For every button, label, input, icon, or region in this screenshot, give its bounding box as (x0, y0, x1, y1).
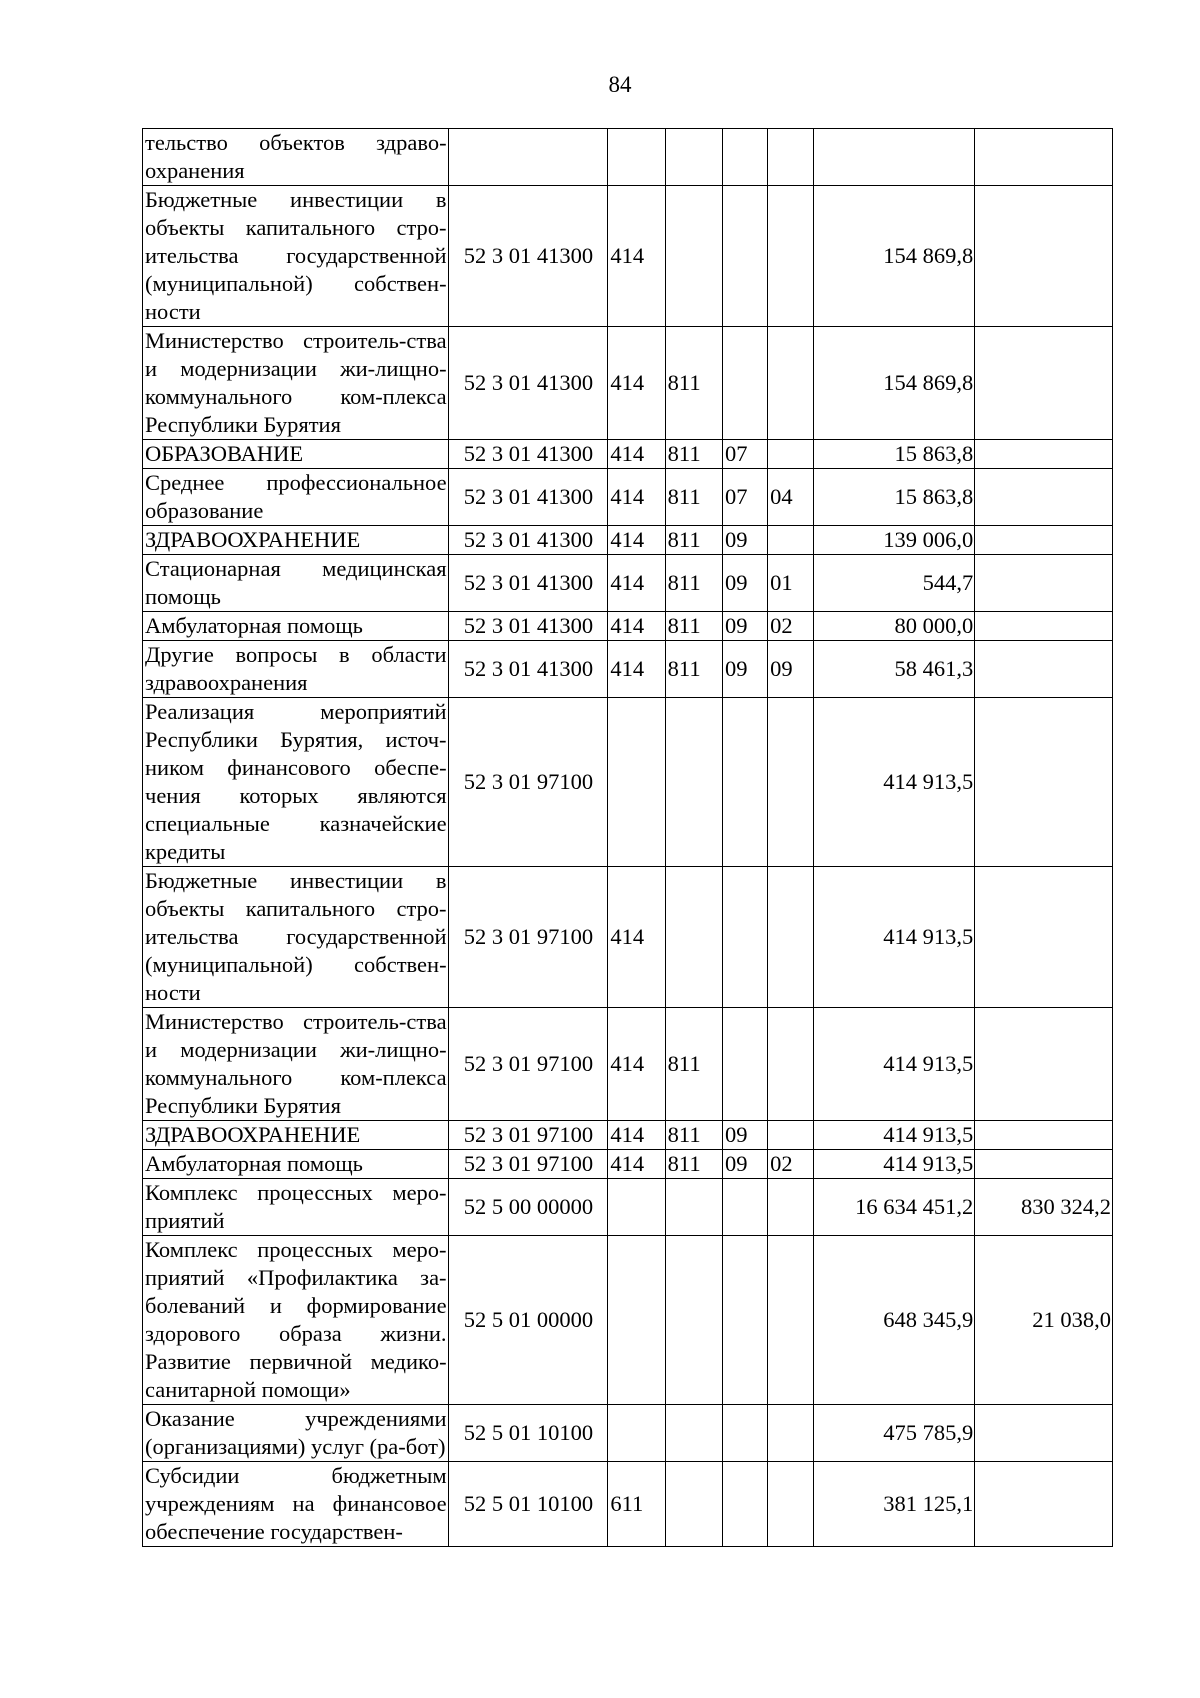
ministry-code-cell: 811 (665, 1121, 722, 1150)
row-name-cell: Комплекс процессных меро-приятий (143, 1179, 449, 1236)
amount-cell: 381 125,1 (814, 1462, 975, 1547)
ministry-code-cell (665, 129, 722, 186)
row-name-cell: Субсидии бюджетным учреждениям на финансовое обеспечение государствен- (143, 1462, 449, 1547)
federal-amount-cell (975, 327, 1113, 440)
expense-type-cell: 414 (608, 1150, 665, 1179)
federal-amount-cell (975, 469, 1113, 526)
section-cell: 09 (722, 641, 767, 698)
budget-table-body (143, 129, 1113, 1547)
target-code-cell: 52 5 01 10100 (448, 1405, 608, 1462)
target-code-cell: 52 5 01 00000 (448, 1236, 608, 1405)
target-code-cell: 52 3 01 97100 (448, 698, 608, 867)
section-cell (722, 867, 767, 1008)
subsection-cell (768, 526, 814, 555)
section-cell (722, 1236, 767, 1405)
table-row (143, 327, 1113, 440)
amount-cell: 414 913,5 (814, 698, 975, 867)
federal-amount-cell: 830 324,2 (975, 1179, 1113, 1236)
subsection-cell (768, 1405, 814, 1462)
expense-type-cell: 611 (608, 1462, 665, 1547)
target-code-cell: 52 3 01 41300 (448, 555, 608, 612)
subsection-cell: 02 (768, 612, 814, 641)
row-name-cell: Оказание учреждениями (организациями) услуг (ра-бот) (143, 1405, 449, 1462)
federal-amount-cell (975, 129, 1113, 186)
target-code-cell (448, 129, 608, 186)
table-row (143, 1236, 1113, 1405)
section-cell (722, 698, 767, 867)
target-code-cell: 52 3 01 41300 (448, 327, 608, 440)
row-name-cell: тельство объектов здраво-охранения (143, 129, 449, 186)
section-cell (722, 1462, 767, 1547)
row-name-cell: Бюджетные инвестиции в объекты капитального стро-ительства государственной (муниципальной) собствен-ности (143, 867, 449, 1008)
row-name-cell: Среднее профессиональное образование (143, 469, 449, 526)
target-code-cell: 52 3 01 97100 (448, 1150, 608, 1179)
target-code-cell: 52 3 01 97100 (448, 1121, 608, 1150)
subsection-cell (768, 1008, 814, 1121)
ministry-code-cell: 811 (665, 469, 722, 526)
amount-cell: 15 863,8 (814, 440, 975, 469)
amount-cell: 414 913,5 (814, 1008, 975, 1121)
target-code-cell: 52 3 01 97100 (448, 1008, 608, 1121)
subsection-cell (768, 440, 814, 469)
section-cell: 07 (722, 469, 767, 526)
table-row (143, 1121, 1113, 1150)
ministry-code-cell (665, 186, 722, 327)
page-number: 84 (608, 72, 632, 97)
ministry-code-cell (665, 1236, 722, 1405)
expense-type-cell: 414 (608, 612, 665, 641)
subsection-cell (768, 129, 814, 186)
row-name-cell: Бюджетные инвестиции в объекты капитального стро-ительства государственной (муниципальной) собствен-ности (143, 186, 449, 327)
amount-cell: 648 345,9 (814, 1236, 975, 1405)
section-cell (722, 1179, 767, 1236)
expense-type-cell: 414 (608, 327, 665, 440)
federal-amount-cell (975, 1150, 1113, 1179)
amount-cell: 414 913,5 (814, 1150, 975, 1179)
table-row (143, 641, 1113, 698)
expense-type-cell: 414 (608, 440, 665, 469)
subsection-cell: 01 (768, 555, 814, 612)
table-row (143, 440, 1113, 469)
table-row (143, 555, 1113, 612)
row-name-cell: Амбулаторная помощь (143, 612, 449, 641)
target-code-cell: 52 5 00 00000 (448, 1179, 608, 1236)
federal-amount-cell (975, 555, 1113, 612)
federal-amount-cell (975, 698, 1113, 867)
table-row (143, 1462, 1113, 1547)
subsection-cell (768, 1121, 814, 1150)
row-name-cell: Комплекс процессных меро-приятий «Профилактика за-болеваний и формирование здорового образа жизни. Развитие первичной медико-санитарной помощи» (143, 1236, 449, 1405)
ministry-code-cell (665, 1179, 722, 1236)
table-row (143, 1179, 1113, 1236)
table-row (143, 526, 1113, 555)
amount-cell (814, 129, 975, 186)
subsection-cell: 09 (768, 641, 814, 698)
ministry-code-cell: 811 (665, 526, 722, 555)
amount-cell: 16 634 451,2 (814, 1179, 975, 1236)
table-row (143, 186, 1113, 327)
subsection-cell (768, 327, 814, 440)
table-row (143, 612, 1113, 641)
expense-type-cell (608, 129, 665, 186)
expense-type-cell (608, 698, 665, 867)
expense-type-cell: 414 (608, 555, 665, 612)
federal-amount-cell (975, 641, 1113, 698)
amount-cell: 58 461,3 (814, 641, 975, 698)
ministry-code-cell: 811 (665, 1008, 722, 1121)
federal-amount-cell (975, 1008, 1113, 1121)
target-code-cell: 52 3 01 41300 (448, 526, 608, 555)
federal-amount-cell (975, 440, 1113, 469)
expense-type-cell: 414 (608, 186, 665, 327)
federal-amount-cell (975, 1121, 1113, 1150)
section-cell (722, 129, 767, 186)
target-code-cell: 52 3 01 41300 (448, 612, 608, 641)
ministry-code-cell: 811 (665, 612, 722, 641)
section-cell (722, 186, 767, 327)
section-cell (722, 1405, 767, 1462)
amount-cell: 139 006,0 (814, 526, 975, 555)
section-cell: 07 (722, 440, 767, 469)
amount-cell: 154 869,8 (814, 186, 975, 327)
expense-type-cell: 414 (608, 1008, 665, 1121)
ministry-code-cell: 811 (665, 1150, 722, 1179)
ministry-code-cell (665, 1405, 722, 1462)
row-name-cell: ЗДРАВООХРАНЕНИЕ (143, 526, 449, 555)
amount-cell: 80 000,0 (814, 612, 975, 641)
amount-cell: 544,7 (814, 555, 975, 612)
ministry-code-cell: 811 (665, 440, 722, 469)
table-row (143, 1405, 1113, 1462)
federal-amount-cell (975, 186, 1113, 327)
expense-type-cell: 414 (608, 1121, 665, 1150)
target-code-cell: 52 3 01 41300 (448, 641, 608, 698)
row-name-cell: ЗДРАВООХРАНЕНИЕ (143, 1121, 449, 1150)
subsection-cell (768, 867, 814, 1008)
target-code-cell: 52 3 01 41300 (448, 186, 608, 327)
row-name-cell: ОБРАЗОВАНИЕ (143, 440, 449, 469)
section-cell (722, 1008, 767, 1121)
federal-amount-cell (975, 612, 1113, 641)
subsection-cell (768, 1179, 814, 1236)
row-name-cell: Амбулаторная помощь (143, 1150, 449, 1179)
target-code-cell: 52 3 01 41300 (448, 440, 608, 469)
section-cell: 09 (722, 612, 767, 641)
expense-type-cell: 414 (608, 641, 665, 698)
expense-type-cell (608, 1236, 665, 1405)
table-row (143, 1008, 1113, 1121)
ministry-code-cell: 811 (665, 641, 722, 698)
amount-cell: 154 869,8 (814, 327, 975, 440)
row-name-cell: Другие вопросы в области здравоохранения (143, 641, 449, 698)
federal-amount-cell (975, 526, 1113, 555)
row-name-cell: Реализация мероприятий Республики Бурятия, источ-ником финансового обеспе-чения которых являются специальные казначейские кредиты (143, 698, 449, 867)
target-code-cell: 52 5 01 10100 (448, 1462, 608, 1547)
table-row (143, 867, 1113, 1008)
amount-cell: 15 863,8 (814, 469, 975, 526)
target-code-cell: 52 3 01 41300 (448, 469, 608, 526)
federal-amount-cell: 21 038,0 (975, 1236, 1113, 1405)
row-name-cell: Министерство строитель-ства и модернизации жи-лищно-коммунального ком-плекса Республики Бурятия (143, 327, 449, 440)
budget-table (142, 128, 1113, 1547)
expense-type-cell: 414 (608, 526, 665, 555)
subsection-cell (768, 186, 814, 327)
ministry-code-cell: 811 (665, 327, 722, 440)
expense-type-cell (608, 1405, 665, 1462)
table-row (143, 129, 1113, 186)
ministry-code-cell: 811 (665, 555, 722, 612)
section-cell: 09 (722, 1150, 767, 1179)
subsection-cell (768, 698, 814, 867)
section-cell: 09 (722, 555, 767, 612)
section-cell: 09 (722, 526, 767, 555)
expense-type-cell (608, 1179, 665, 1236)
amount-cell: 475 785,9 (814, 1405, 975, 1462)
subsection-cell (768, 1462, 814, 1547)
subsection-cell: 02 (768, 1150, 814, 1179)
ministry-code-cell (665, 698, 722, 867)
target-code-cell: 52 3 01 97100 (448, 867, 608, 1008)
amount-cell: 414 913,5 (814, 1121, 975, 1150)
row-name-cell: Министерство строитель-ства и модернизации жи-лищно-коммунального ком-плекса Республики Бурятия (143, 1008, 449, 1121)
expense-type-cell: 414 (608, 469, 665, 526)
section-cell (722, 327, 767, 440)
ministry-code-cell (665, 1462, 722, 1547)
row-name-cell: Стационарная медицинская помощь (143, 555, 449, 612)
table-row (143, 469, 1113, 526)
subsection-cell (768, 1236, 814, 1405)
federal-amount-cell (975, 1405, 1113, 1462)
amount-cell: 414 913,5 (814, 867, 975, 1008)
expense-type-cell: 414 (608, 867, 665, 1008)
subsection-cell: 04 (768, 469, 814, 526)
table-row (143, 1150, 1113, 1179)
table-row (143, 698, 1113, 867)
federal-amount-cell (975, 867, 1113, 1008)
section-cell: 09 (722, 1121, 767, 1150)
federal-amount-cell (975, 1462, 1113, 1547)
ministry-code-cell (665, 867, 722, 1008)
